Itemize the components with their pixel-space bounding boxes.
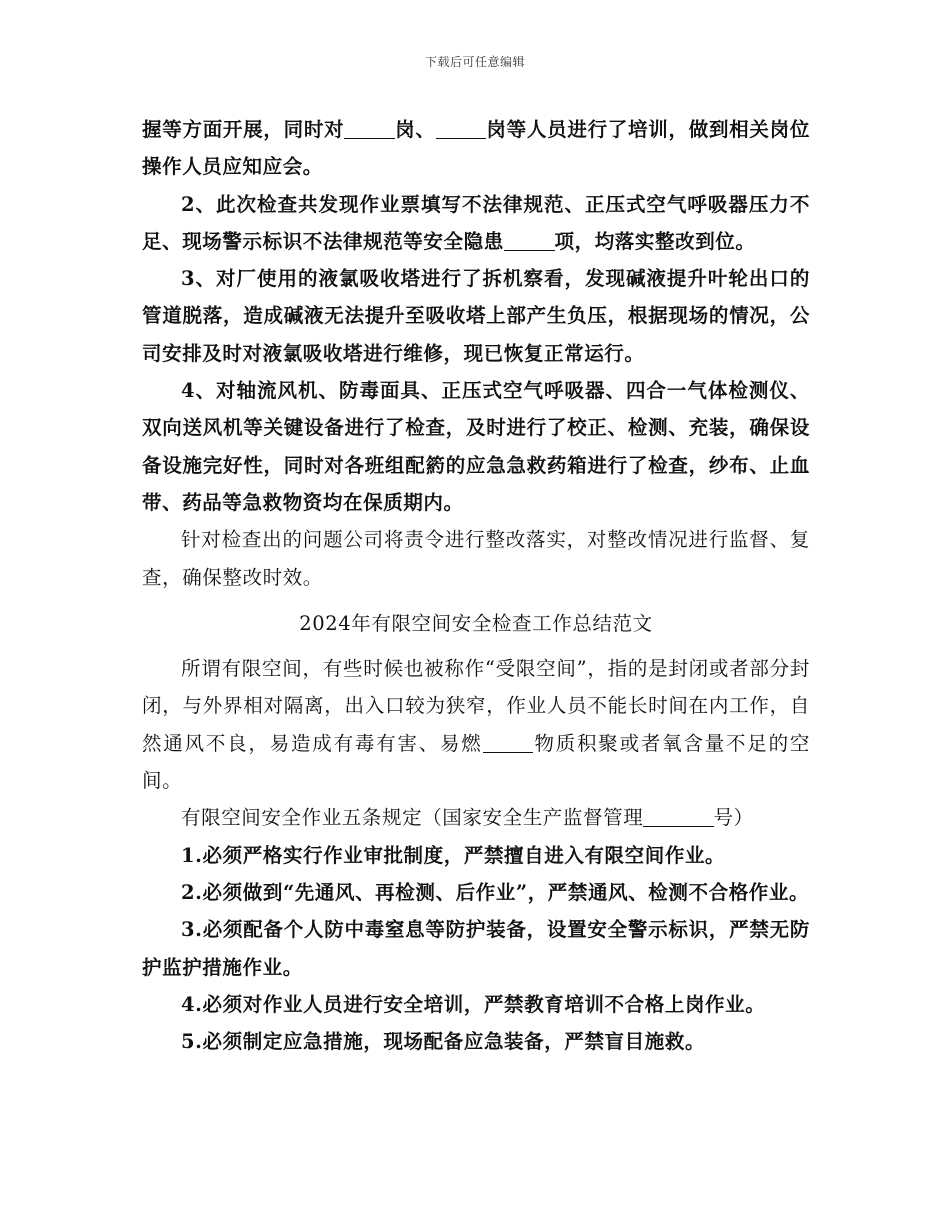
- paragraph-item-2: [142, 186, 810, 261]
- section-title: 2024年有限空间安全检查工作总结范文: [299, 611, 653, 635]
- blank-line: [344, 119, 395, 140]
- paragraph-item-3: 3、对厂使用的液氯吸收塔进行了拆机察看，发现碱液提升叶轮出口的管道脱落，造成碱液无法提升至吸收塔上部产生负压，根据现场的情况，公司安排及时对液氯吸收塔进行维修，现已恢复正常运行。: [142, 267, 810, 365]
- rule-item-3: 3.必须配备个人防中毒窒息等防护装备，设置安全警示标识，严禁无防护监护措施作业。: [142, 918, 810, 979]
- blank-line: [436, 119, 487, 140]
- blank-line: [504, 230, 555, 251]
- paragraph-item-2-text-b: 项，均落实整改到位。: [554, 229, 756, 253]
- paragraph-definition-text-b: 物质积聚或者氧含量不足的空间。: [142, 731, 810, 793]
- rules-heading-text-a: 有限空间安全作业五条规定（国家安全生产监督管理: [181, 806, 644, 830]
- rule-item-5: 5.必须制定应急措施，现场配备应急装备，严禁盲目施救。: [181, 1030, 706, 1054]
- page-header: 下载后可任意编辑: [424, 55, 525, 69]
- paragraph-training-text-b: 岗、: [395, 118, 436, 141]
- rule-item-1: 1.必须严格实行作业审批制度，严禁擅自进入有限空间作业。: [181, 843, 726, 867]
- paragraph-item-4: 4、对轴流风机、防毒面具、正压式空气呼吸器、四合一气体检测仪、双向送风机等关键设备进行了检查，及时进行了校正、检测、充装，确保设备设施完好性，同时对各班组配箹的应急急救药箱进行了检查，纱布、止血带、药品等急救物资均在保质期内。: [142, 379, 810, 514]
- rule-item-4: 4.必须对作业人员进行安全培训，严禁教育培训不合格上岗作业。: [181, 992, 766, 1016]
- paragraph-training-text-c: 岗等人员进行了培训，做到相关岗位操作人员应知应会。: [142, 118, 810, 179]
- paragraph-conclusion: 针对检查出的问题公司将责令进行整改落实，对整改情况进行监督、复查，确保整改时效。: [142, 528, 810, 589]
- rules-heading-text-b: 号）: [713, 806, 754, 830]
- paragraph-definition-text-a: 所谓有限空间，有些时候也被称作“受限空间”，指的是封闭或者部分封闭，与外界相对隔离，出入口较为狭窄，作业人员不能长时间在内工作，自然通风不良，易造成有毒有害、易燃: [142, 657, 810, 755]
- blank-line: [483, 732, 534, 753]
- rule-item-2: 2.必须做到“先通风、再检测、后作业”，严禁通风、检测不合格作业。: [181, 880, 810, 904]
- paragraph-item-2-text-a: 2、此次检查共发现作业票填写不法律规范、正压式空气呼吸器压力不足、现场警示标识不法律规范等安全隐患: [142, 192, 810, 253]
- rules-heading: [142, 799, 810, 836]
- paragraph-definition: [142, 650, 810, 799]
- paragraph-training-text-a: 握等方面开展，同时对: [142, 118, 345, 141]
- document-body: [142, 111, 810, 1060]
- blank-line: [643, 807, 713, 828]
- paragraph-training: [142, 111, 810, 186]
